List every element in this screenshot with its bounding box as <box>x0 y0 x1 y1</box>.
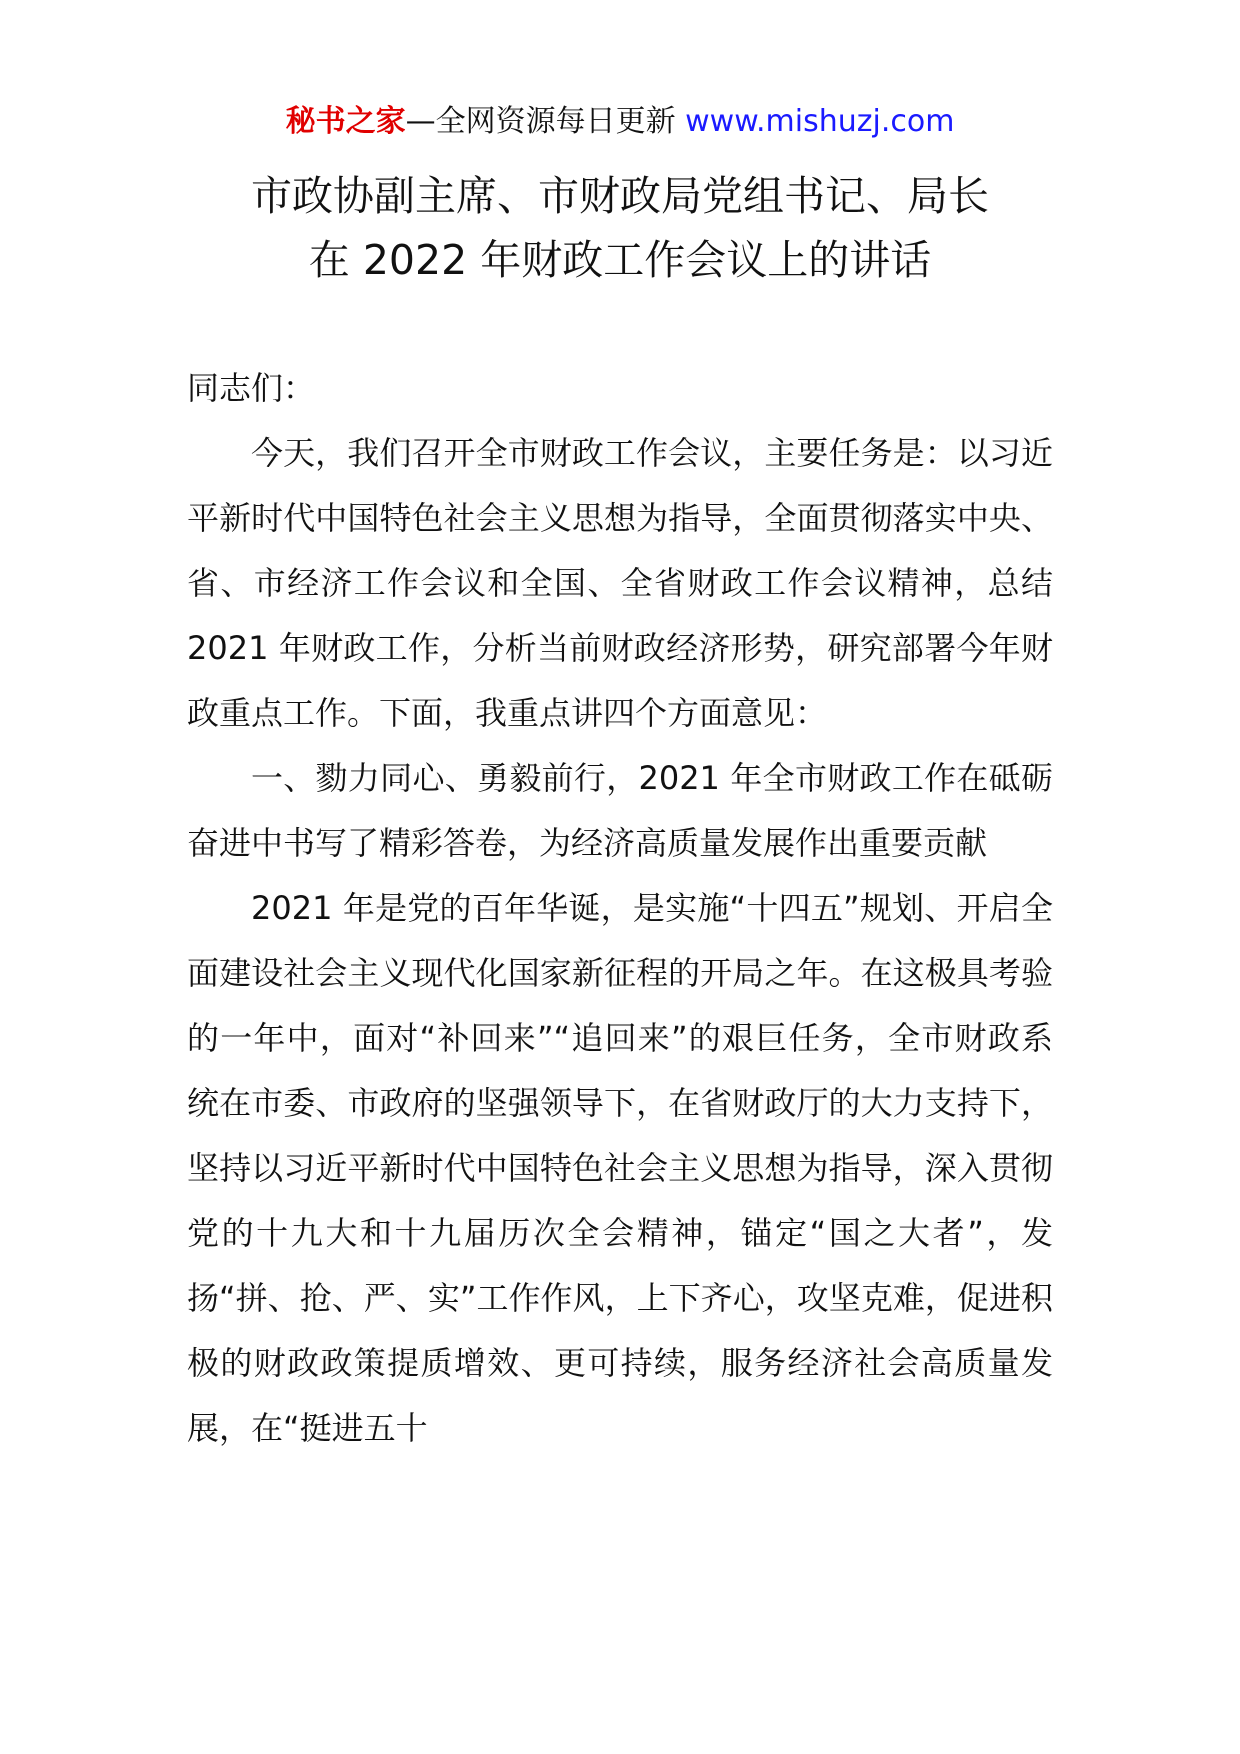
site-header <box>0 100 1240 144</box>
section-heading-1: 一、勠力同心、勇毅前行，2021 年全市财政工作在砥砺奋进中书写了精彩答卷，为经济高质量发展作出重要贡献 <box>187 759 1053 862</box>
document-body <box>187 356 1053 1461</box>
paragraph-intro: 今天，我们召开全市财政工作会议，主要任务是：以习近平新时代中国特色社会主义思想为指导，全面贯彻落实中央、省、市经济工作会议和全国、全省财政工作会议精神，总结 2021 年财政工作，分析当前财政经济形势，研究部署今年财政重点工作。下面，我重点讲四个方面意见： <box>187 434 1053 732</box>
site-url-link[interactable]: www.mishuzj.com <box>685 104 955 139</box>
greeting: 同志们： <box>187 369 316 407</box>
site-tagline: —全网资源每日更新 <box>405 104 686 139</box>
site-brand: 秘书之家 <box>285 104 406 139</box>
title-line-2: 在 2022 年财政工作会议上的讲话 <box>308 236 932 284</box>
title-line-1: 市政协副主席、市财政局党组书记、局长 <box>251 172 989 220</box>
document-title <box>0 164 1240 292</box>
paragraph-2021-review: 2021 年是党的百年华诞，是实施“十四五”规划、开启全面建设社会主义现代化国家新征程的开局之年。在这极具考验的一年中，面对“补回来”“追回来”的艰巨任务，全市财政系统在市委、市政府的坚强领导下，在省财政厅的大力支持下，坚持以习近平新时代中国特色社会主义思想为指导，深入贯彻党的十九大和十九届历次全会精神，锚定“国之大者”，发扬“拼、抢、严、实”工作作风，上下齐心，攻坚克难，促进积极的财政政策提质增效、更可持续，服务经济社会高质量发展，在“挺进五十 <box>187 889 1053 1447</box>
